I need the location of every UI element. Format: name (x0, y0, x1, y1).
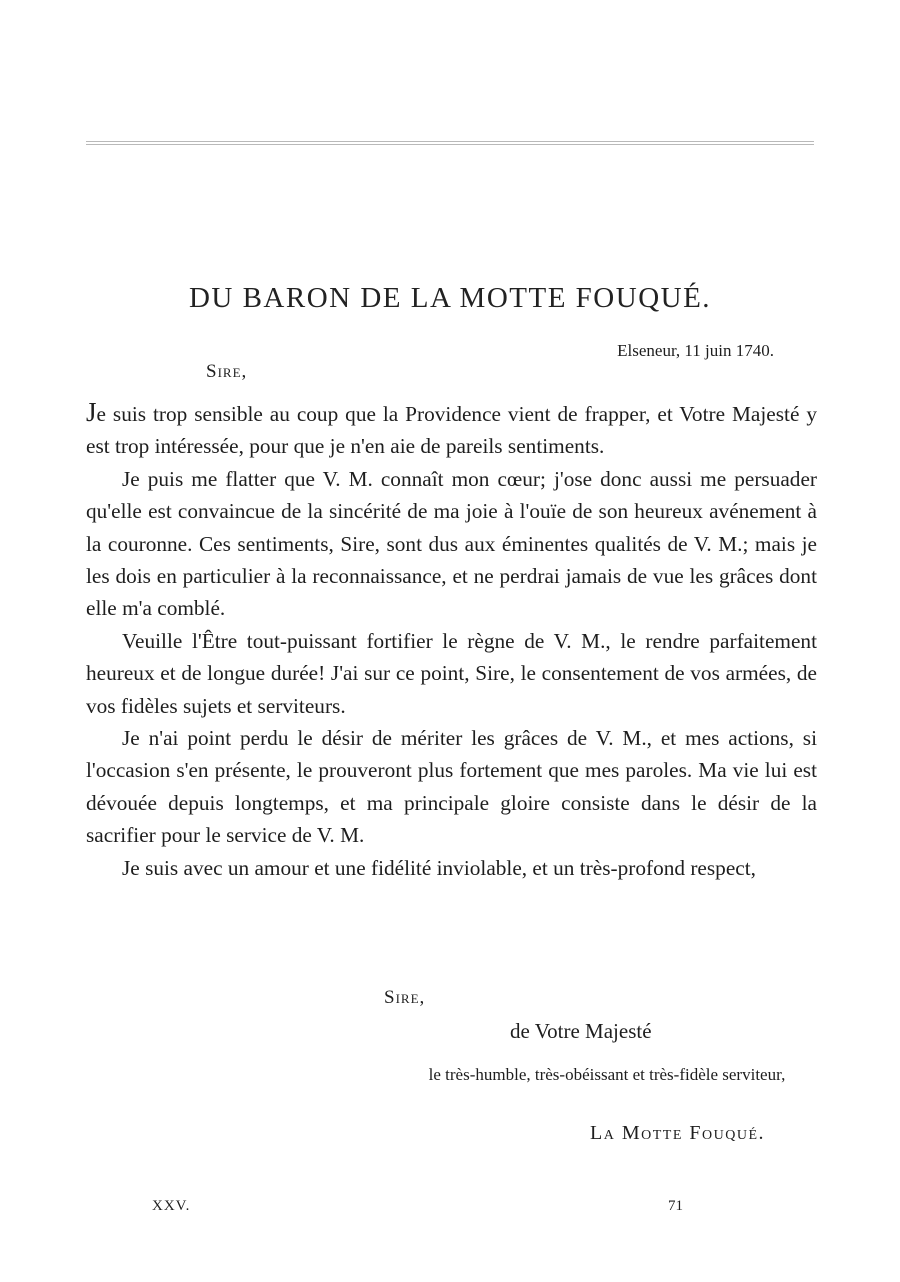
place-date: Elseneur, 11 juin 1740. (617, 341, 774, 360)
letter-body (86, 396, 817, 884)
paragraph-4: Je n'ai point perdu le désir de mériter les grâces de V. M., et mes actions, si l'occasion s'en présente, le prouveront plus fortement que mes paroles. Ma vie lui est dévouée depuis longtemps, et ma principale gloire consiste dans le désir de la sacrifier pour le service de V. M. (86, 726, 817, 848)
closing-salutation: Sire, (384, 987, 426, 1008)
dropcap: J (86, 397, 97, 427)
paragraph-2: Je puis me flatter que V. M. connaît mon cœur; j'ose donc aussi me persuader qu'elle est convaincue de la sincérité de ma joie à l'ouïe de son heureux avénement à la couronne. Ces sentiments, Sire, sont dus aux éminentes qualités de V. M.; mais je les dois en particulier à la reconnaissance, et ne perdrai jamais de vue les grâces dont elle m'a comblé. (86, 466, 817, 621)
closing-line: de Votre Majesté (510, 1019, 652, 1043)
header-rule (86, 141, 814, 145)
closing-humble: le très-humble, très-obéissant et très-fidèle serviteur, (428, 1065, 786, 1084)
page-number: 71 (668, 1198, 683, 1214)
paragraph-3: Veuille l'Être tout-puissant fortifier le règne de V. M., le rendre parfaitement heureux et de longue durée! J'ai sur ce point, Sire, le consentement de vos armées, de vos fidèles sujets et serviteurs. (86, 628, 817, 718)
signature: La Motte Fouqué. (590, 1122, 765, 1144)
paragraph-1 (86, 396, 817, 463)
volume-number: XXV. (152, 1198, 191, 1214)
page-title: DU BARON DE LA MOTTE FOUQUÉ. (188, 282, 712, 314)
paragraph-1-text: e suis trop sensible au coup que la Providence vient de frapper, et Votre Majesté y est trop intéressée, pour que je n'en aie de pareils sentiments. (86, 402, 817, 459)
paragraph-5: Je suis avec un amour et une fidélité inviolable, et un très-profond respect, (122, 855, 756, 880)
salutation: Sire, (206, 361, 248, 382)
